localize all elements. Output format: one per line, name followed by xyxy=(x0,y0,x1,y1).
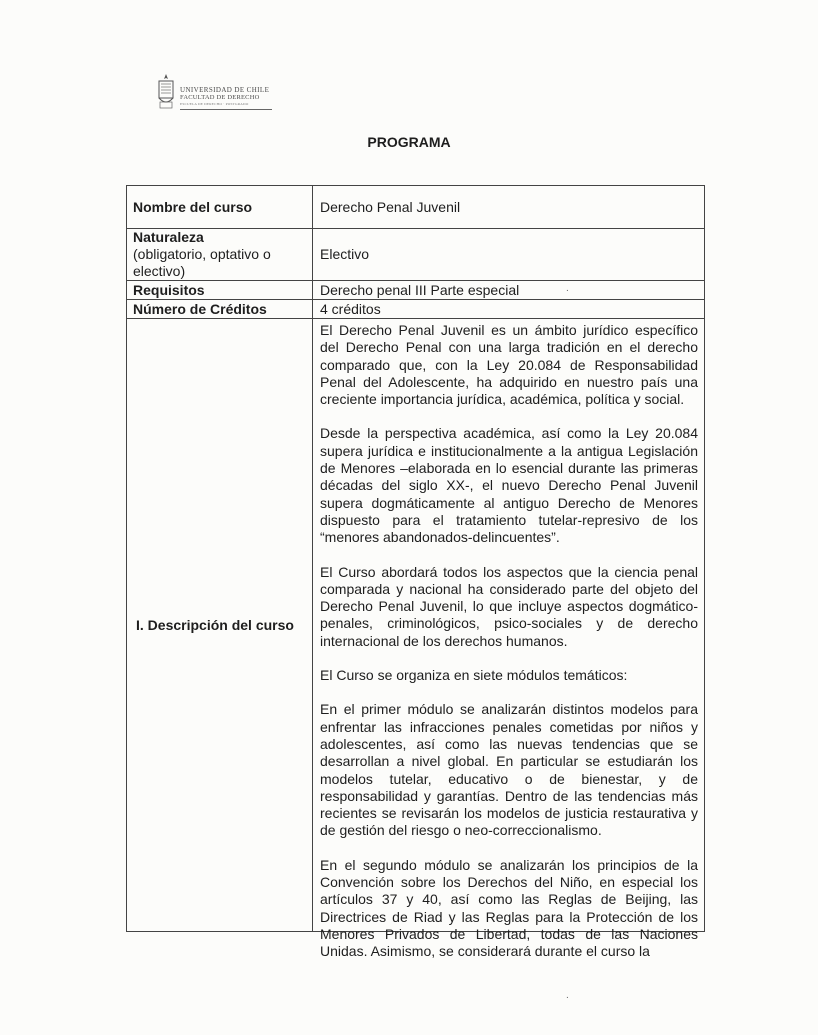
nature-label: Naturaleza xyxy=(133,229,204,245)
table-row-credits xyxy=(127,300,705,319)
logo-subtitle: ESCUELA DE DERECHO · POSTGRADO xyxy=(180,102,249,106)
course-name-value: Derecho Penal Juvenil xyxy=(313,186,705,229)
university-logo xyxy=(156,72,272,112)
logo-faculty-name: FACULTAD DE DERECHO xyxy=(180,94,260,101)
description-paragraph: En el primer módulo se analizarán distintos modelos para enfrentar las infracciones penales cometidas por niños y adolescentes, así como las nuevas tendencias que se desarrollan a nivel global. En particular se estudiarán los modelos tutelar, educativo o de bienestar, y de responsabilidad y garantías. Dentro de las tendencias más recientes se revisarán los modelos de justicia restaurativa y de gestión del riesgo o neo-correccionalismo. xyxy=(320,701,698,839)
credits-label: Número de Créditos xyxy=(127,300,313,319)
page-title: PROGRAMA xyxy=(367,134,451,150)
program-table xyxy=(126,185,705,960)
description-cell xyxy=(313,319,705,960)
description-label: I. Descripción del curso xyxy=(127,319,313,932)
logo-rule xyxy=(180,109,272,110)
credits-value: 4 créditos xyxy=(313,300,705,319)
table-row-course-name xyxy=(127,186,705,229)
description-paragraph: El Curso abordará todos los aspectos que la ciencia penal comparada y nacional ha considerado parte del objeto del Derecho Penal Juvenil, lo que incluye aspectos dogmático-penales, criminológicos, psico-sociales y de derecho internacional de los derechos humanos. xyxy=(320,563,698,649)
description-paragraph: Desde la perspectiva académica, así como la Ley 20.084 supera jurídica e institucionalmente a la antigua Legislación de Menores –elaborada en lo esencial durante las primeras décadas del siglo XX-, el nuevo Derecho Penal Juvenil supera dogmáticamente al antiguo Derecho de Menores dispuesto para el tratamiento tutelar-represivo de los “menores abandonados-delincuentes”. xyxy=(320,425,698,546)
nature-sublabel: (obligatorio, optativo o electivo) xyxy=(133,246,271,279)
table-row-requirements xyxy=(127,281,705,300)
nature-value: Electivo xyxy=(313,229,705,281)
description-paragraph: El Derecho Penal Juvenil es un ámbito jurídico específico del Derecho Penal con una larga tradición en el derecho comparado que, con la Ley 20.084 de Responsabilidad Penal del Adolescente, ha adquirido en nuestro país una creciente importancia jurídica, académica, política y social. xyxy=(320,322,698,408)
scan-speck: . xyxy=(566,990,569,1001)
nature-label-cell xyxy=(127,229,313,281)
university-crest-icon xyxy=(156,72,176,112)
course-name-label: Nombre del curso xyxy=(127,186,313,229)
table-row-nature xyxy=(127,229,705,281)
requirements-value: Derecho penal III Parte especial xyxy=(313,281,705,300)
requirements-label: Requisitos xyxy=(127,281,313,300)
description-paragraph: En el segundo módulo se analizarán los principios de la Convención sobre los Derechos del Niño, en especial los artículos 37 y 40, así como las Reglas de Beijing, las Directrices de Riad y las Reglas para la Protección de los Menores Privados de Libertad, todas de las Naciones Unidas. Asimismo, se considerará durante el curso la xyxy=(320,856,698,960)
logo-university-name: UNIVERSIDAD DE CHILE xyxy=(180,86,270,94)
table-row-description xyxy=(127,319,705,932)
scan-speck: . xyxy=(566,283,569,294)
description-paragraph: El Curso se organiza en siete módulos temáticos: xyxy=(320,667,628,684)
